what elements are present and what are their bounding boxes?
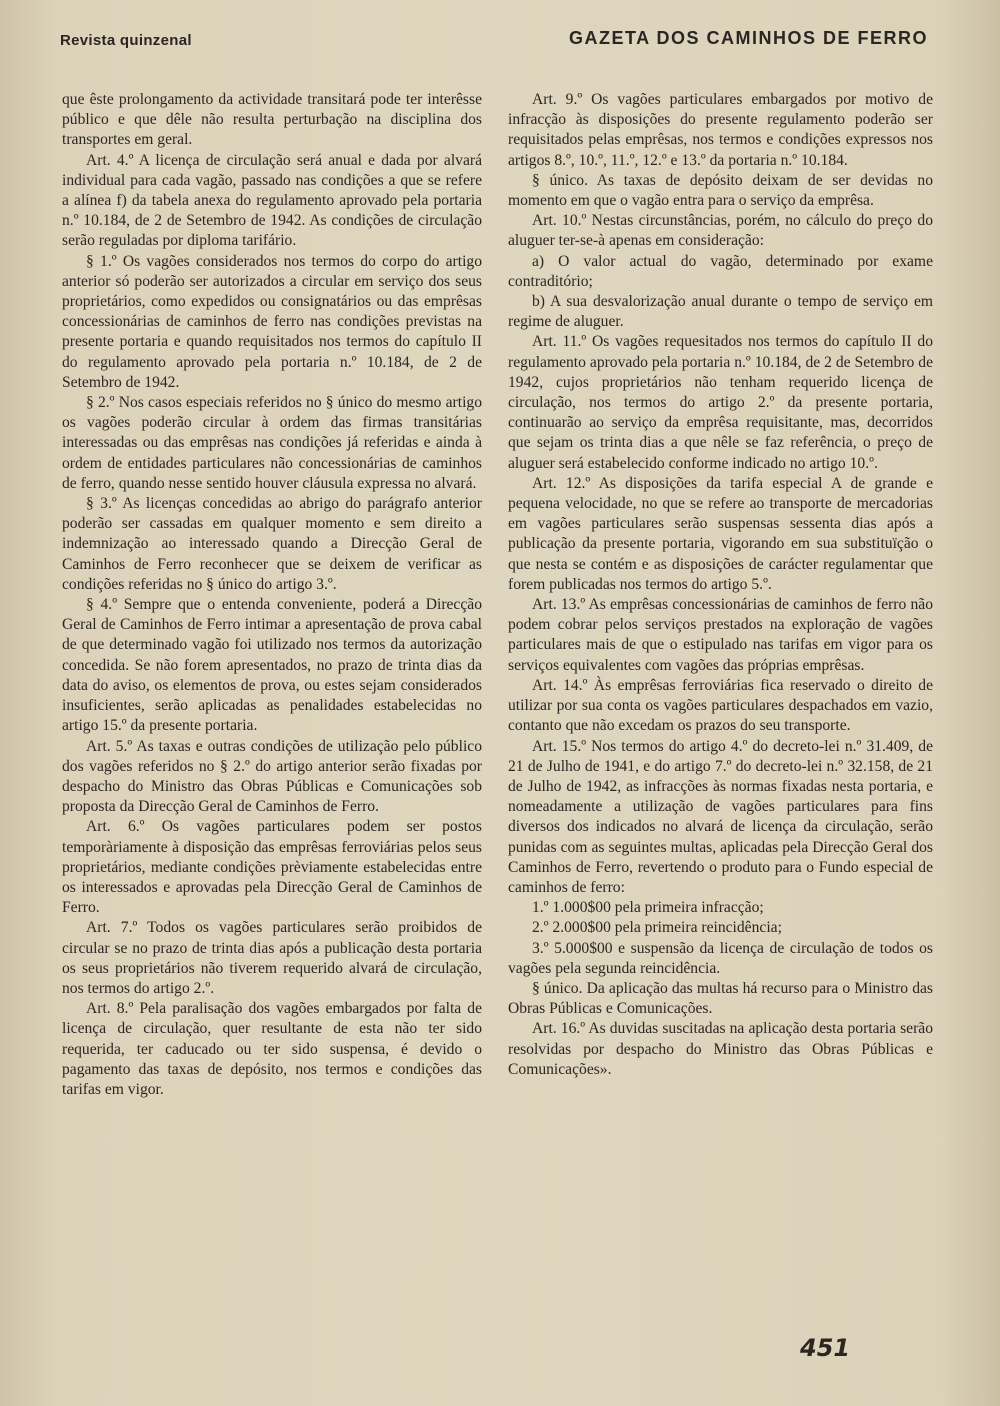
list-item: 1.º 1.000$00 pela primeira infracção; [532, 899, 764, 917]
list-item: b) A sua desvalorização anual durante o tempo de serviço em regime de aluguer. [508, 293, 933, 331]
paragraph: § 4.º Sempre que o entenda conveniente, poderá a Direcção Geral de Caminhos de Ferro intimar a apresentação de prova cabal de que determinado vagão foi utilizado nos termos da autorização concedida. Se não forem apresentados, no prazo de trinta dias da data do aviso, os elementos de prova, ou estes sejam considerados insuficientes, serão aplicadas as penalidades estabelecidas no artigo 15.º da presente portaria. [62, 596, 482, 735]
left-column [62, 90, 482, 1100]
paragraph: § único. As taxas de depósito deixam de ser devidas no momento em que o vagão entra para o serviço da emprêsa. [508, 171, 933, 210]
paragraph: Art. 10.º Nestas circunstâncias, porém, no cálculo do preço do aluguer ter-se-à apenas em consideração: [508, 212, 933, 250]
paragraph: § 1.º Os vagões considerados nos termos do corpo do artigo anterior só poderão ser autorizados a circular em serviço dos seus proprietários, como expedidos ou consignatários ou das emprêsas concessionárias de caminhos de ferro nas condições previstas na presente portaria e quando requisitados nos termos do capítulo II do regulamento aprovado pela portaria n.º 10.184, de 2 de Setembro de 1942. [62, 252, 482, 391]
paragraph: Art. 8.º Pela paralisação dos vagões embargados por falta de licença de circulação, quer resultante de esta não ter sido requerida, ter caducado ou ter sido suspensa, é devido o pagamento das taxas de depósito, nos termos e condições das tarifas em vigor. [62, 1000, 482, 1098]
running-header [60, 26, 928, 56]
list-item: 3.º 5.000$00 e suspensão da licença de circulação de todos os vagões pela segunda reincidência. [508, 939, 933, 977]
paragraph: Art. 4.º A licença de circulação será anual e dada por alvará individual para cada vagão, passado nas condições a que se refere a alínea f) da tabela anexa do regulamento aprovado pela portaria n.º 10.184, de 2 de Setembro de 1942. As condições de circulação serão reguladas por diploma tarifário. [62, 151, 482, 250]
paragraph: Art. 7.º Todos os vagões particulares serão proibidos de circular se no prazo de trinta dias após a publicação desta portaria os seus proprietários não tiverem requerido alvará de circulação, nos termos do artigo 2.º. [62, 919, 482, 997]
paragraph: Art. 6.º Os vagões particulares podem ser postos temporàriamente à disposição das emprêsas ferroviárias pelos seus proprietários, mediante condições prèviamente estabelecidas entre os interessados e aprovadas pela Direcção Geral de Caminhos de Ferro. [62, 818, 482, 917]
header-left-label: Revista quinzenal [60, 32, 192, 49]
paragraph: Art. 12.º As disposições da tarifa especial A de grande e pequena velocidade, no que se refere ao transporte de mercadorias em vagões particulares serão suspensas sessenta dias após a publicação da presente portaria, vigorando em sua substituïção o que nesta se contém e as disposições de carácter regulamentar que forem publicadas nos termos do artigo 5.º. [508, 474, 933, 593]
paragraph: Art. 11.º Os vagões requesitados nos termos do capítulo II do regulamento aprovado pela portaria n.º 10.184, de 2 de Setembro de 1942, cujos proprietários não tenham requerido licença de circulação, nos termos do artigo 2.º da presente portaria, continuarão ao serviço da emprêsa requisitante, mas, decorridos que sejam os trinta dias a que nêle se faz referência, o preço de aluguer será estabelecido conforme indicado no artigo 10.º. [508, 333, 933, 472]
paragraph: § 2.º Nos casos especiais referidos no § único do mesmo artigo os vagões poderão circular à ordem das firmas transitárias interessadas ou das emprêsas nas condições já referidas e ainda à ordem de entidades particulares não concessionárias de caminhos de ferro, quando nesse sentido houver cláusula expressa no alvará. [62, 394, 482, 492]
paragraph: Art. 15.º Nos termos do artigo 4.º do decreto-lei n.º 31.409, de 21 de Julho de 1941, e do artigo 7.º do decreto-lei n.º 32.158, de 21 de Julho de 1942, as infracções às normas fixadas nesta portaria, e nomeadamente a utilização de vagões particulares para fins diversos dos indicados no alvará de licença da circulação, serão punidas com as seguintes multas, aplicadas pela Direcção Geral dos Caminhos de Ferro, revertendo o produto para o Fundo especial de caminhos de ferro: [508, 737, 933, 896]
right-column [508, 90, 933, 1080]
paragraph: § 3.º As licenças concedidas ao abrigo do parágrafo anterior poderão ser cassadas em qualquer momento e sem direito a indemnização ao interessado quando a Direcção Geral de Caminhos de Ferro reconhecer que se deixem de verificar as condições referidas no § único do artigo 3.º. [62, 495, 482, 593]
paragraph: Art. 9.º Os vagões particulares embargados por motivo de infracção às disposições do presente regulamento poderão ser requisitados pelas emprêsas, nos termos e condições expressos nos artigos 8.º, 10.º, 11.º, 12.º e 13.º da portaria n.º 10.184. [508, 91, 933, 169]
paragraph: que êste prolongamento da actividade transitará pode ter interêsse público e que dêle não resulta perturbação na disciplina dos transportes em geral. [62, 91, 482, 149]
header-journal-title: GAZETA DOS CAMINHOS DE FERRO [568, 28, 928, 48]
paragraph: Art. 14.º Às emprêsas ferroviárias fica reservado o direito de utilizar por sua conta os vagões particulares despachados em vazio, contanto que não excedam os prazos do seu transporte. [508, 676, 933, 735]
paragraph: § único. Da aplicação das multas há recurso para o Ministro das Obras Públicas e Comunicações. [508, 979, 933, 1018]
list-item: 2.º 2.000$00 pela primeira reincidência; [532, 919, 782, 937]
paragraph: Art. 5.º As taxas e outras condições de utilização pelo público dos vagões referidos no § 2.º do artigo anterior serão fixadas por despacho do Ministro das Obras Públicas e Comunicações sob proposta da Direcção Geral de Caminhos de Ferro. [62, 737, 482, 816]
paragraph: Art. 16.º As duvidas suscitadas na aplicação desta portaria serão resolvidas por despacho do Ministro das Obras Públicas e Comunicações». [508, 1020, 933, 1078]
list-item: a) O valor actual do vagão, determinado por exame contraditório; [508, 252, 933, 290]
paragraph: Art. 13.º As emprêsas concessionárias de caminhos de ferro não podem cobrar pelos serviços prestados na exploração de vagões particulares mais de que o estipulado nas tarifas em vigor para os serviços equivalentes com vagões das próprias emprêsas. [508, 596, 933, 674]
page-number: 451 [800, 1334, 851, 1362]
